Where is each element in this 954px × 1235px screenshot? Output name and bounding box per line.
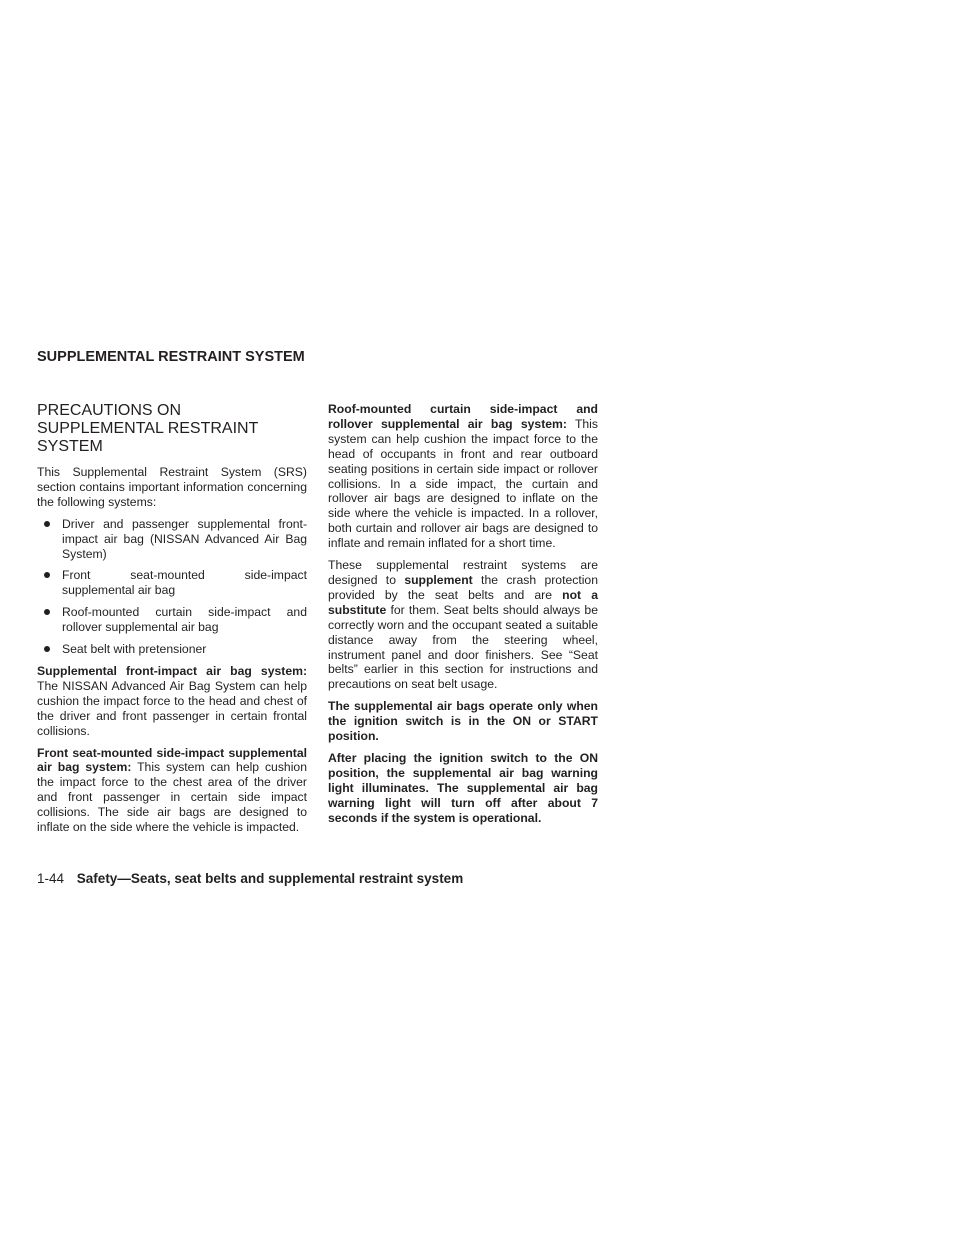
curtain-paragraph: Roof-mounted curtain side-impact and rollover supplemental air bag system: This system can help cushion the impact force to the head of occupants in front and rear outboard seating positions in certain side impact or rollover collisions. In a side impact, the curtain and rollover air bags are designed to inflate on the side where the vehicle is impacted. In a rollover, both curtain and rollover air bags are designed to inflate and remain inflated for a short time. xyxy=(328,402,598,551)
page-footer xyxy=(37,871,463,887)
list-item: Driver and passenger supplemental front-impact air bag (NISSAN Advanced Air Bag System) xyxy=(37,517,307,562)
list-item: Roof-mounted curtain side-impact and rollover supplemental air bag xyxy=(37,605,307,635)
supplement-paragraph: These supplemental restraint systems are designed to supplement the crash protection provided by the seat belts and are not a substitute for them. Seat belts should always be correctly worn and the occupant seated a suitable distance away from the steering wheel, instrument panel and door finishers. See “Seat belts” earlier in this section for instructions and precautions on seat belt usage. xyxy=(328,558,598,692)
bullet-icon xyxy=(44,609,50,615)
right-column xyxy=(328,402,598,832)
curtain-label: Roof-mounted curtain side-impact and rollover supplemental air bag system: xyxy=(328,402,598,431)
bullet-icon xyxy=(44,572,50,578)
left-column xyxy=(37,402,307,842)
bullet-icon xyxy=(44,646,50,652)
front-impact-label: Supplemental front-impact air bag system: xyxy=(37,663,307,678)
srs-systems-list xyxy=(37,517,307,657)
chapter-title: Safety—Seats, seat belts and supplemental restraint system xyxy=(76,871,464,886)
front-impact-paragraph: Supplemental front-impact air bag system: The NISSAN Advanced Air Bag System can help cushion the impact force to the head and chest of the driver and front passenger in certain frontal collisions. xyxy=(37,663,307,738)
page-number: 1-44 xyxy=(37,871,65,886)
srs-intro-paragraph: This Supplemental Restraint System (SRS) section contains important information concerning the following systems: xyxy=(37,465,307,509)
side-impact-paragraph: Front seat-mounted side-impact supplemental air bag system: This system can help cushion the impact force to the chest area of the driver and front passenger in certain side impact collisions. The side air bags are designed to inflate on the side where the vehicle is impacted. xyxy=(37,745,307,835)
operate-only-warning: The supplemental air bags operate only when the ignition switch is in the ON or START position. xyxy=(328,699,598,744)
section-title: SUPPLEMENTAL RESTRAINT SYSTEM xyxy=(37,349,305,365)
precautions-subheading: PRECAUTIONS ON SUPPLEMENTAL RESTRAINT SYSTEM xyxy=(37,402,259,455)
bullet-icon xyxy=(44,521,50,527)
list-item: Front seat-mounted side-impact supplemental air bag xyxy=(37,568,307,598)
side-impact-label: Front seat-mounted side-impact supplemental air bag system: xyxy=(37,745,307,775)
list-item: Seat belt with pretensioner xyxy=(37,642,307,657)
warning-light-note: After placing the ignition switch to the ON position, the supplemental air bag warning light illuminates. The supplemental air bag warning light will turn off after about 7 seconds if the system is operational. xyxy=(328,750,598,825)
